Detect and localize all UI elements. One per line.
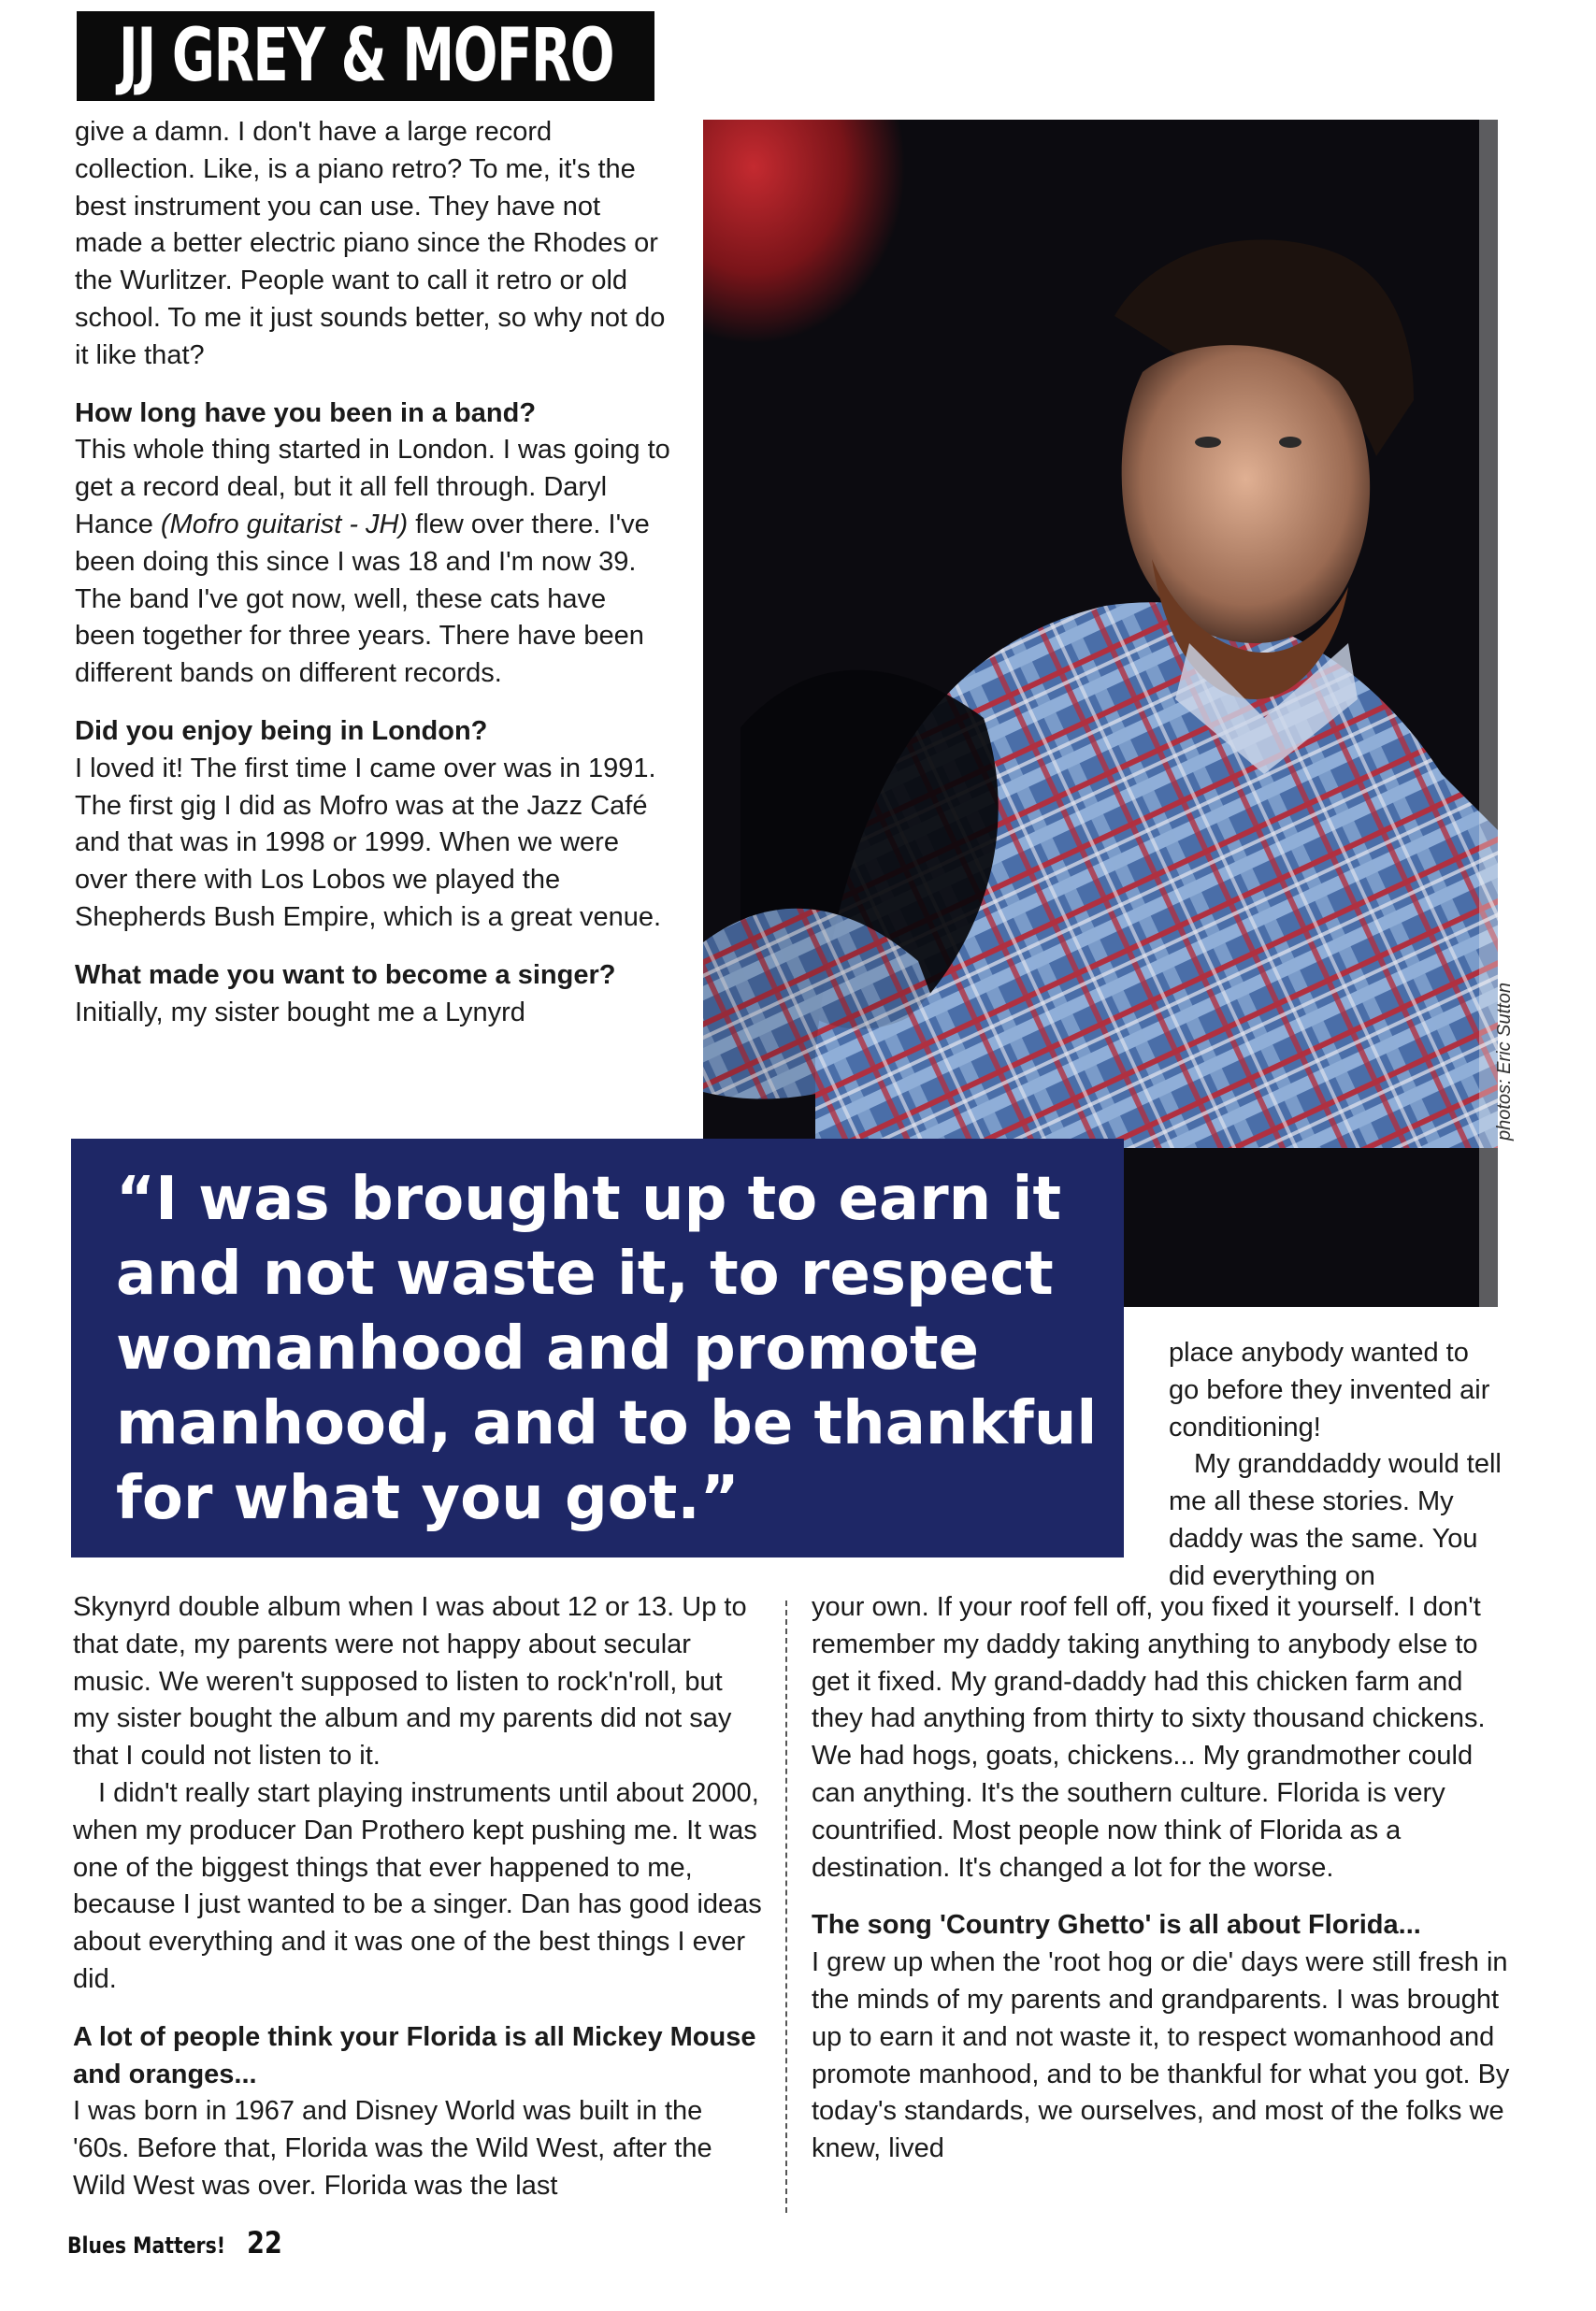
paragraph: I was born in 1967 and Disney World was built in the '60s. Before that, Florida was the Wild West, after the Wild West was over. Florida was the last bbox=[73, 2096, 712, 2201]
pull-quote-text: “I was brought up to earn it and not waste it, to respect womanhood and promote manhood, and to be thankful for what you got.” bbox=[116, 1165, 1098, 1533]
publication-name: Blues Matters! bbox=[67, 2232, 226, 2259]
paragraph: This whole thing started in London. I was going to get a record deal, but it all fell through. Daryl Hance (Mofro guitarist - JH) flew over there. I've been doing this since I was 18 and I'm now 39. The band I've got now, well, these cats have been together for three years. There have been different bands on different records. bbox=[75, 435, 670, 689]
page-number: 22 bbox=[247, 2225, 283, 2261]
paragraph: I didn't really start playing instruments until about 2000, when my producer Dan Prothero kept pushing me. It was one of the biggest things that ever happened to me, because I just wanted to be a singer. Dan has good ideas about everything and it was one of the best things I ever did. bbox=[73, 1777, 762, 1994]
interview-question: Did you enjoy being in London? bbox=[75, 715, 488, 746]
portrait-illustration bbox=[703, 120, 1498, 1307]
interview-question: A lot of people think your Florida is all Mickey Mouse and oranges... bbox=[73, 2021, 756, 2089]
paragraph: your own. If your roof fell off, you fixed it yourself. I don't remember my daddy taking anything to anybody else to get it fixed. My grand-daddy had this chicken farm and they had anything from thirty to sixty thousand chickens. We had hogs, goats, chickens... My grandmother could can anything. It's the southern culture. Florida is very countrified. Most people now think of Florida as a destination. It's changed a lot for the worse. bbox=[812, 1592, 1486, 1883]
portrait-photo bbox=[703, 120, 1498, 1307]
article-title: JJ GREY & MOFRO bbox=[118, 14, 613, 98]
interview-question: What made you want to become a singer? bbox=[75, 959, 616, 990]
paragraph: Skynyrd double album when I was about 12 or 13. Up to that date, my parents were not happy about secular music. We weren't supposed to listen to rock'n'roll, but my sister bought the album and my parents did not say that I could not listen to it. bbox=[73, 1592, 747, 1772]
paragraph: I loved it! The first time I came over was in 1991. The first gig I did as Mofro was at the Jazz Café and that was in 1998 or 1999. When we were over there with Los Lobos we played the Shepherds Bush Empire, which is a great venue. bbox=[75, 753, 662, 932]
page-footer bbox=[67, 2225, 289, 2261]
text-column-top-left bbox=[75, 114, 673, 1031]
photo-credit: photos: Eric Sutton bbox=[1494, 983, 1515, 1141]
paragraph: give a damn. I don't have a large record collection. Like, is a piano retro? To me, it's the best instrument you can use. They have not made a better electric piano since the Rhodes or the Wurlitzer. People want to call it retro or old school. To me it just sounds better, so why not do it like that? bbox=[75, 117, 666, 370]
editor-note: (Mofro guitarist - JH) bbox=[160, 509, 409, 539]
interview-question: How long have you been in a band? bbox=[75, 397, 537, 428]
paragraph: My granddaddy would tell me all these stories. My daddy was the same. You did everything on bbox=[1169, 1449, 1502, 1591]
text-column-right-middle bbox=[1169, 1335, 1505, 1596]
article-header-banner bbox=[77, 11, 654, 101]
text-column-bottom-left bbox=[73, 1589, 765, 2205]
interview-question: The song 'Country Ghetto' is all about Florida... bbox=[812, 1910, 1421, 1941]
paragraph: Initially, my sister bought me a Lynyrd bbox=[75, 997, 525, 1027]
column-divider bbox=[785, 1600, 787, 2213]
text-column-bottom-right bbox=[812, 1589, 1513, 2168]
paragraph: place anybody wanted to go before they invented air conditioning! bbox=[1169, 1338, 1490, 1443]
paragraph: I grew up when the 'root hog or die' days were still fresh in the minds of my parents and grandparents. I was brought up to earn it and not waste it, to respect womanhood and promote manhood, and to be thankful for what you got. By today's standards, we ourselves, and most of the folks we knew, lived bbox=[812, 1947, 1510, 2164]
